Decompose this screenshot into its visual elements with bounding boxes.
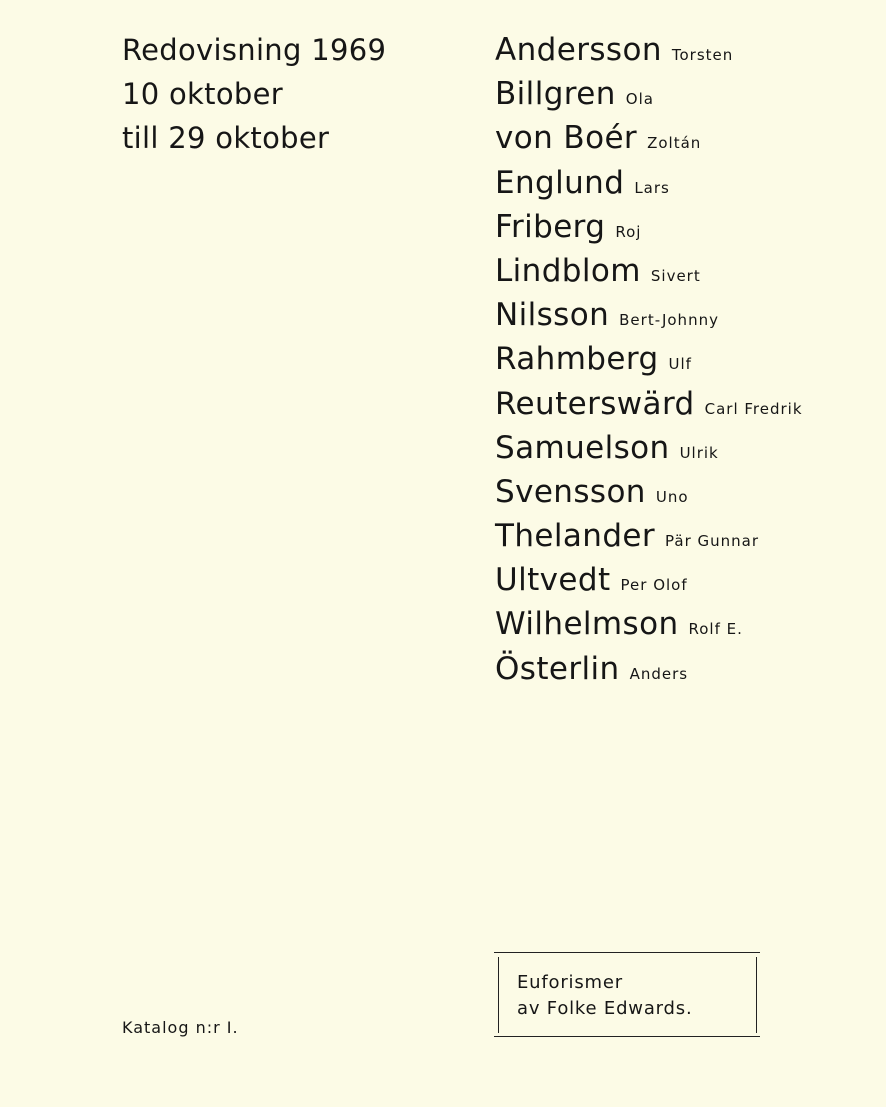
artist-firstname: Per Olof <box>620 576 688 595</box>
artist-firstname: Bert-Johnny <box>619 311 719 330</box>
artist-firstname: Ola <box>625 90 654 109</box>
artist-surname: Englund <box>495 164 625 201</box>
artist-surname: Samuelson <box>495 429 670 466</box>
artist-entry <box>495 602 803 646</box>
exhibition-heading <box>122 28 386 160</box>
heading-end-date: till 29 oktober <box>122 121 330 155</box>
artist-firstname: Pär Gunnar <box>665 532 760 551</box>
artist-entry <box>495 249 803 293</box>
artist-entry <box>495 558 803 602</box>
box-bottom-rule <box>494 1036 760 1037</box>
artist-surname: Reuterswärd <box>495 385 695 422</box>
heading-start-date: 10 oktober <box>122 77 283 111</box>
artist-entry <box>495 647 803 691</box>
artist-surname: Svensson <box>495 473 646 510</box>
artist-firstname: Rolf E. <box>688 620 743 639</box>
artist-entry <box>495 205 803 249</box>
artist-surname: von Boér <box>495 120 638 157</box>
artist-firstname: Anders <box>629 664 689 683</box>
artist-firstname: Ulrik <box>679 443 719 462</box>
artist-surname: Lindblom <box>495 252 641 289</box>
artist-surname: Wilhelmson <box>495 606 679 643</box>
artist-surname: Friberg <box>495 208 606 245</box>
artist-entry <box>495 514 803 558</box>
artist-list <box>495 28 803 691</box>
artist-entry <box>495 470 803 514</box>
artist-entry <box>495 382 803 426</box>
artist-firstname: Carl Fredrik <box>704 399 803 418</box>
essay-text <box>517 970 692 1022</box>
catalog-number: Katalog n:r I. <box>122 1018 239 1037</box>
essay-title: Euforismer <box>517 972 623 993</box>
artist-entry <box>495 293 803 337</box>
artist-firstname: Roj <box>615 222 642 241</box>
artist-surname: Rahmberg <box>495 341 659 378</box>
artist-entry <box>495 426 803 470</box>
artist-firstname: Uno <box>655 487 689 506</box>
artist-firstname: Lars <box>634 178 670 197</box>
artist-entry <box>495 161 803 205</box>
artist-entry <box>495 337 803 381</box>
artist-entry <box>495 72 803 116</box>
artist-firstname: Ulf <box>668 355 692 374</box>
artist-surname: Nilsson <box>495 297 610 334</box>
artist-entry <box>495 28 803 72</box>
box-left-rule <box>498 957 499 1033</box>
essay-box <box>494 952 760 1038</box>
artist-surname: Thelander <box>495 518 656 555</box>
artist-entry <box>495 116 803 160</box>
artist-firstname: Sivert <box>650 266 701 285</box>
artist-firstname: Zoltán <box>647 134 702 153</box>
artist-firstname: Torsten <box>671 46 734 64</box>
box-right-rule <box>756 957 757 1033</box>
artist-surname: Andersson <box>495 32 662 68</box>
artist-surname: Österlin <box>495 650 620 687</box>
heading-title: Redovisning 1969 <box>122 33 387 67</box>
essay-author: av Folke Edwards. <box>517 998 693 1019</box>
artist-surname: Ultvedt <box>495 562 611 599</box>
artist-surname: Billgren <box>495 76 616 113</box>
box-top-rule <box>494 952 760 953</box>
